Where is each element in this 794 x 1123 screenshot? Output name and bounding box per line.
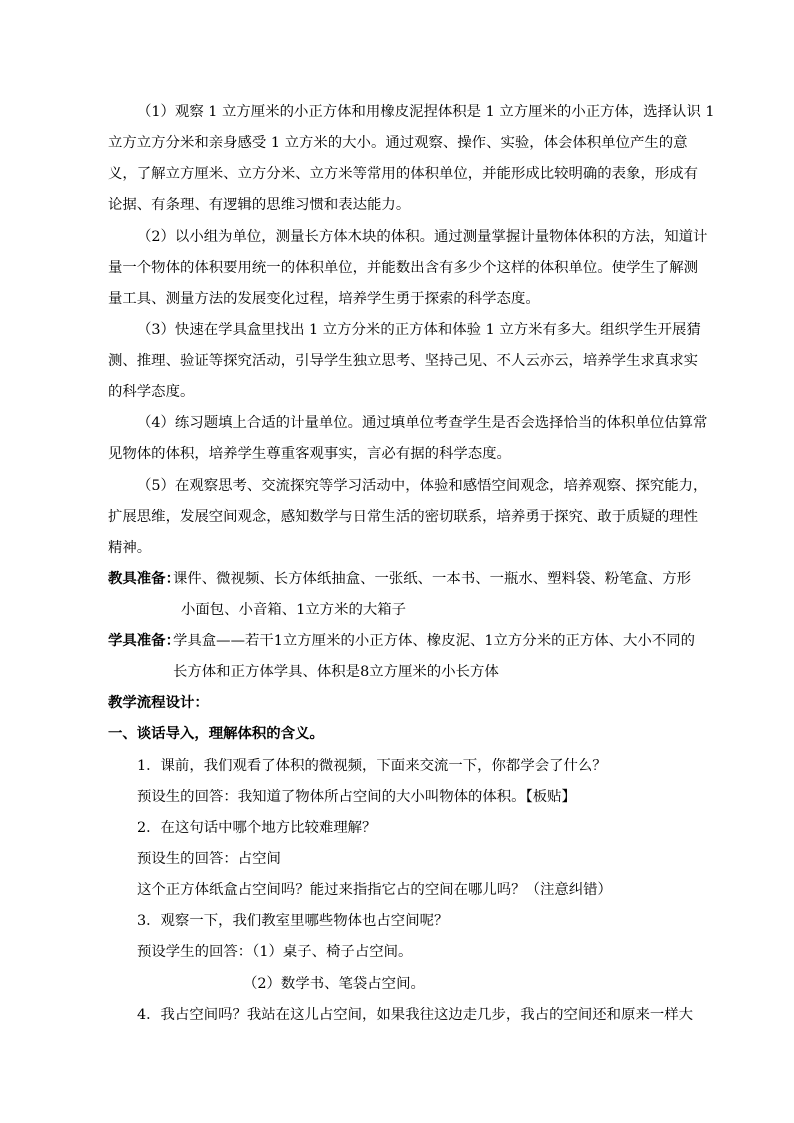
- teacher-prep-label: 教具准备：: [108, 570, 180, 587]
- student-prep-line-2: 长方体和正方体学具、体积是8立方厘米的小长方体: [173, 664, 499, 680]
- objective-5-line-3: 精神。: [108, 540, 152, 556]
- objective-2-line-3: 量工具、测量方法的发展变化过程，培养学生勇于探索的科学态度。: [108, 291, 540, 307]
- student-prep-line-1: 学具盒——若干1立方厘米的小正方体、橡皮泥、1立方分米的正方体、大小不同的: [173, 633, 695, 649]
- step-4: 4．我占空间吗？我站在这儿占空间，如果我往这边走几步，我占的空间还和原来一样大: [137, 1007, 694, 1023]
- objective-1-line-4: 论据、有条理、有逻辑的思维习惯和表达能力。: [108, 197, 411, 213]
- objective-2-line-1: （2）以小组为单位，测量长方体木块的体积。通过测量掌握计量物体体积的方法，知道计: [137, 229, 708, 245]
- flow-heading: 教学流程设计：: [108, 694, 209, 711]
- student-prep-label: 学具准备：: [108, 632, 180, 649]
- objective-2-line-2: 量一个物体的体积要用统一的体积单位，并能数出含有多少个这样的体积单位。使学生了解测: [108, 260, 699, 276]
- teacher-prep-line-1: 课件、微视频、长方体纸抽盒、一张纸、一本书、一瓶水、塑料袋、粉笔盒、方形: [173, 571, 692, 587]
- objective-4-line-2: 见物体的体积，培养学生尊重客观事实，言必有据的科学态度。: [108, 446, 511, 462]
- step-2-follow: 这个正方体纸盒占空间吗？能过来指指它占的空间在哪儿吗？（注意纠错）: [137, 882, 612, 898]
- objective-3-line-1: （3）快速在学具盒里找出 1 立方分米的正方体和体验 1 立方米有多大。组织学生开展猜: [137, 322, 701, 338]
- section-1-heading: 一、谈话导入，理解体积的含义。: [108, 725, 324, 742]
- objective-4-line-1: （4）练习题填上合适的计量单位。通过填单位考查学生是否会选择恰当的体积单位估算常: [137, 415, 708, 431]
- objective-1-line-2: 立方立方分米和亲身感受 1 立方米的大小。通过观察、操作、实验，体会体积单位产生的意: [108, 135, 688, 151]
- objective-3-line-2: 测、推理、验证等探究活动，引导学生独立思考、坚持己见、不人云亦云，培养学生求真求实: [108, 353, 699, 369]
- objective-5-line-1: （5）在观察思考、交流探究等学习活动中，体验和感悟空间观念，培养观察、探究能力，: [137, 478, 708, 494]
- step-1: 1．课前，我们观看了体积的微视频，下面来交流一下，你都学会了什么？: [137, 758, 607, 774]
- objective-5-line-2: 扩展思维，发展空间观念，感知数学与日常生活的密切联系，培养勇于探究、敢于质疑的理性: [108, 509, 699, 525]
- step-2: 2．在这句话中哪个地方比较难理解？: [137, 820, 377, 836]
- objective-3-line-3: 的科学态度。: [108, 384, 195, 400]
- step-3: 3．观察一下，我们教室里哪些物体也占空间呢？: [137, 913, 449, 929]
- step-3-answer-2: （2）数学书、笔袋占空间。: [243, 976, 425, 992]
- teacher-prep-line-2: 小面包、小音箱、1立方米的大箱子: [181, 602, 407, 618]
- objective-1-line-3: 义，了解立方厘米、立方分米、立方米等常用的体积单位，并能形成比较明确的表象，形成有: [108, 166, 699, 182]
- step-2-answer: 预设生的回答：占空间: [137, 851, 281, 867]
- step-3-answer-1: 预设学生的回答：（1）桌子、椅子占空间。: [137, 944, 413, 960]
- objective-1-line-1: （1）观察 1 立方厘米的小正方体和用橡皮泥捏体积是 1 立方厘米的小正方体，选择认识 1: [137, 104, 715, 120]
- step-1-answer: 预设生的回答：我知道了物体所占空间的大小叫物体的体积。【板贴】: [137, 789, 576, 805]
